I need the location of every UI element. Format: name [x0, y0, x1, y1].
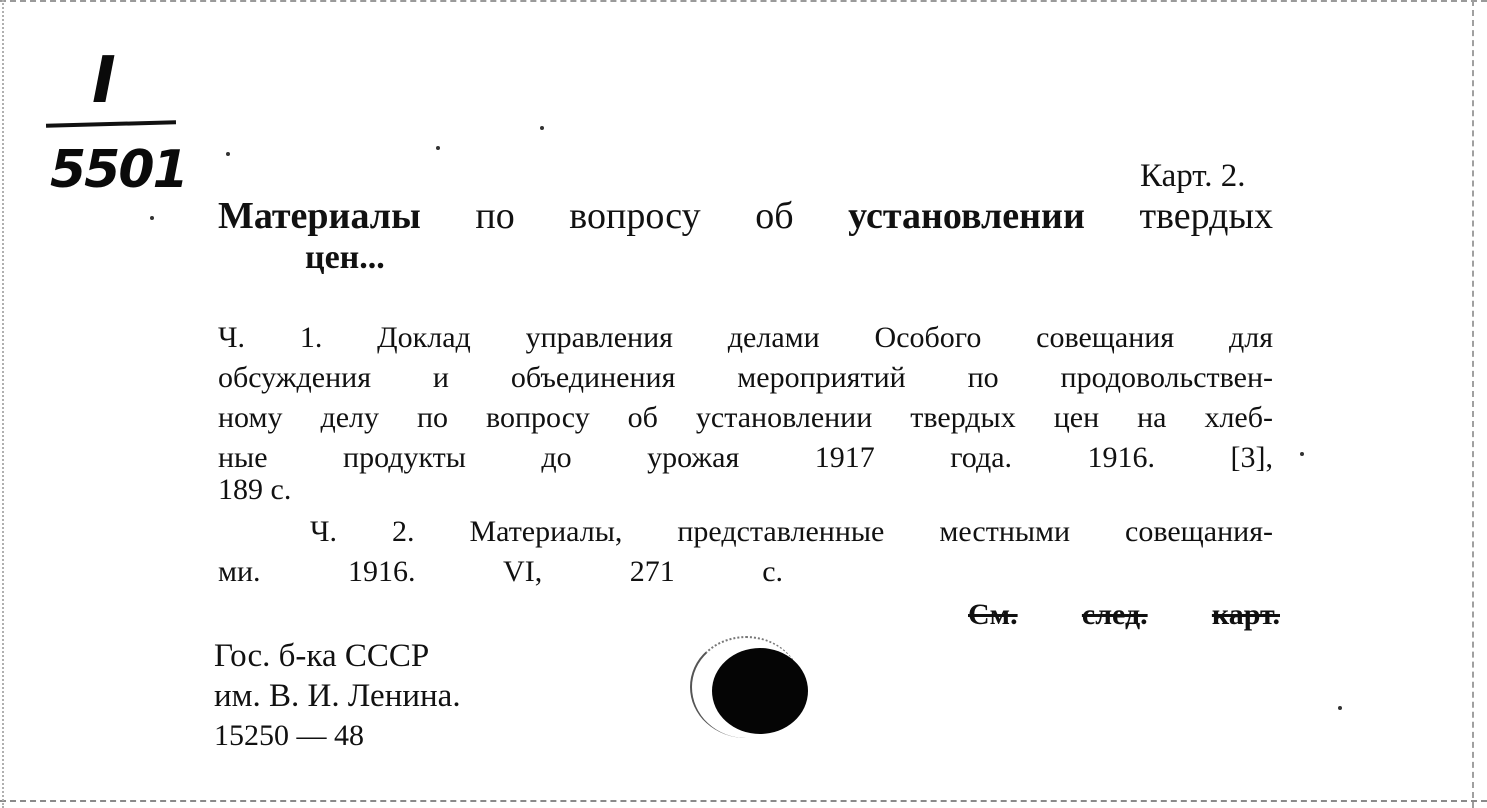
title-word: установлении — [848, 195, 1085, 237]
shelfmark-fund-number: 5501 — [50, 140, 187, 200]
library-stamp-line-3: 15250 — 48 — [214, 719, 364, 752]
shelfmark-rule — [46, 120, 176, 127]
title-word: вопросу — [569, 195, 701, 237]
ink-speck — [1338, 706, 1342, 710]
ink-speck — [226, 152, 230, 156]
punch-hole — [712, 648, 808, 734]
part1-line: обсуждения и объединения мероприятий по продовольствен- — [218, 361, 1273, 394]
see-next-word: карт. — [1211, 598, 1280, 631]
title-word: об — [755, 195, 794, 237]
card-number: Карт. 2. — [1140, 158, 1246, 194]
ink-speck — [540, 126, 544, 130]
title-word: по — [475, 195, 515, 237]
title-word: твердых — [1139, 195, 1273, 237]
title-line-2: цен... — [305, 239, 385, 276]
library-stamp-line-2: им. В. И. Ленина. — [214, 678, 461, 714]
part1-line: ному делу по вопросу об установлении твердых цен на хлеб- — [218, 401, 1273, 434]
library-stamp-line-1: Гос. б-ка СССР — [214, 638, 430, 674]
see-next-card-note — [968, 598, 1280, 632]
ink-speck — [436, 146, 440, 150]
part1-line: ные продукты до урожая 1917 года. 1916. [3], — [218, 441, 1273, 474]
card-top-edge — [0, 0, 1487, 8]
card-right-edge — [1472, 0, 1478, 808]
card-left-edge — [2, 0, 8, 808]
title-word: Материалы — [218, 195, 421, 237]
ink-speck — [1300, 452, 1304, 456]
part2-line: Ч. 2. Материалы, представленные местными совещания- — [310, 515, 1273, 548]
ink-speck — [150, 216, 154, 220]
title-line-1 — [218, 196, 1273, 236]
see-next-word: след. — [1081, 598, 1148, 631]
part1-line: Ч. 1. Доклад управления делами Особого совещания для — [218, 321, 1273, 354]
shelfmark-fund-roman: I — [92, 44, 116, 118]
card-bottom-edge — [0, 800, 1487, 808]
part2-line: ми. 1916. VI, 271 с. — [218, 555, 784, 588]
see-next-word: См. — [968, 598, 1018, 631]
part1-line: 189 с. — [218, 473, 292, 506]
